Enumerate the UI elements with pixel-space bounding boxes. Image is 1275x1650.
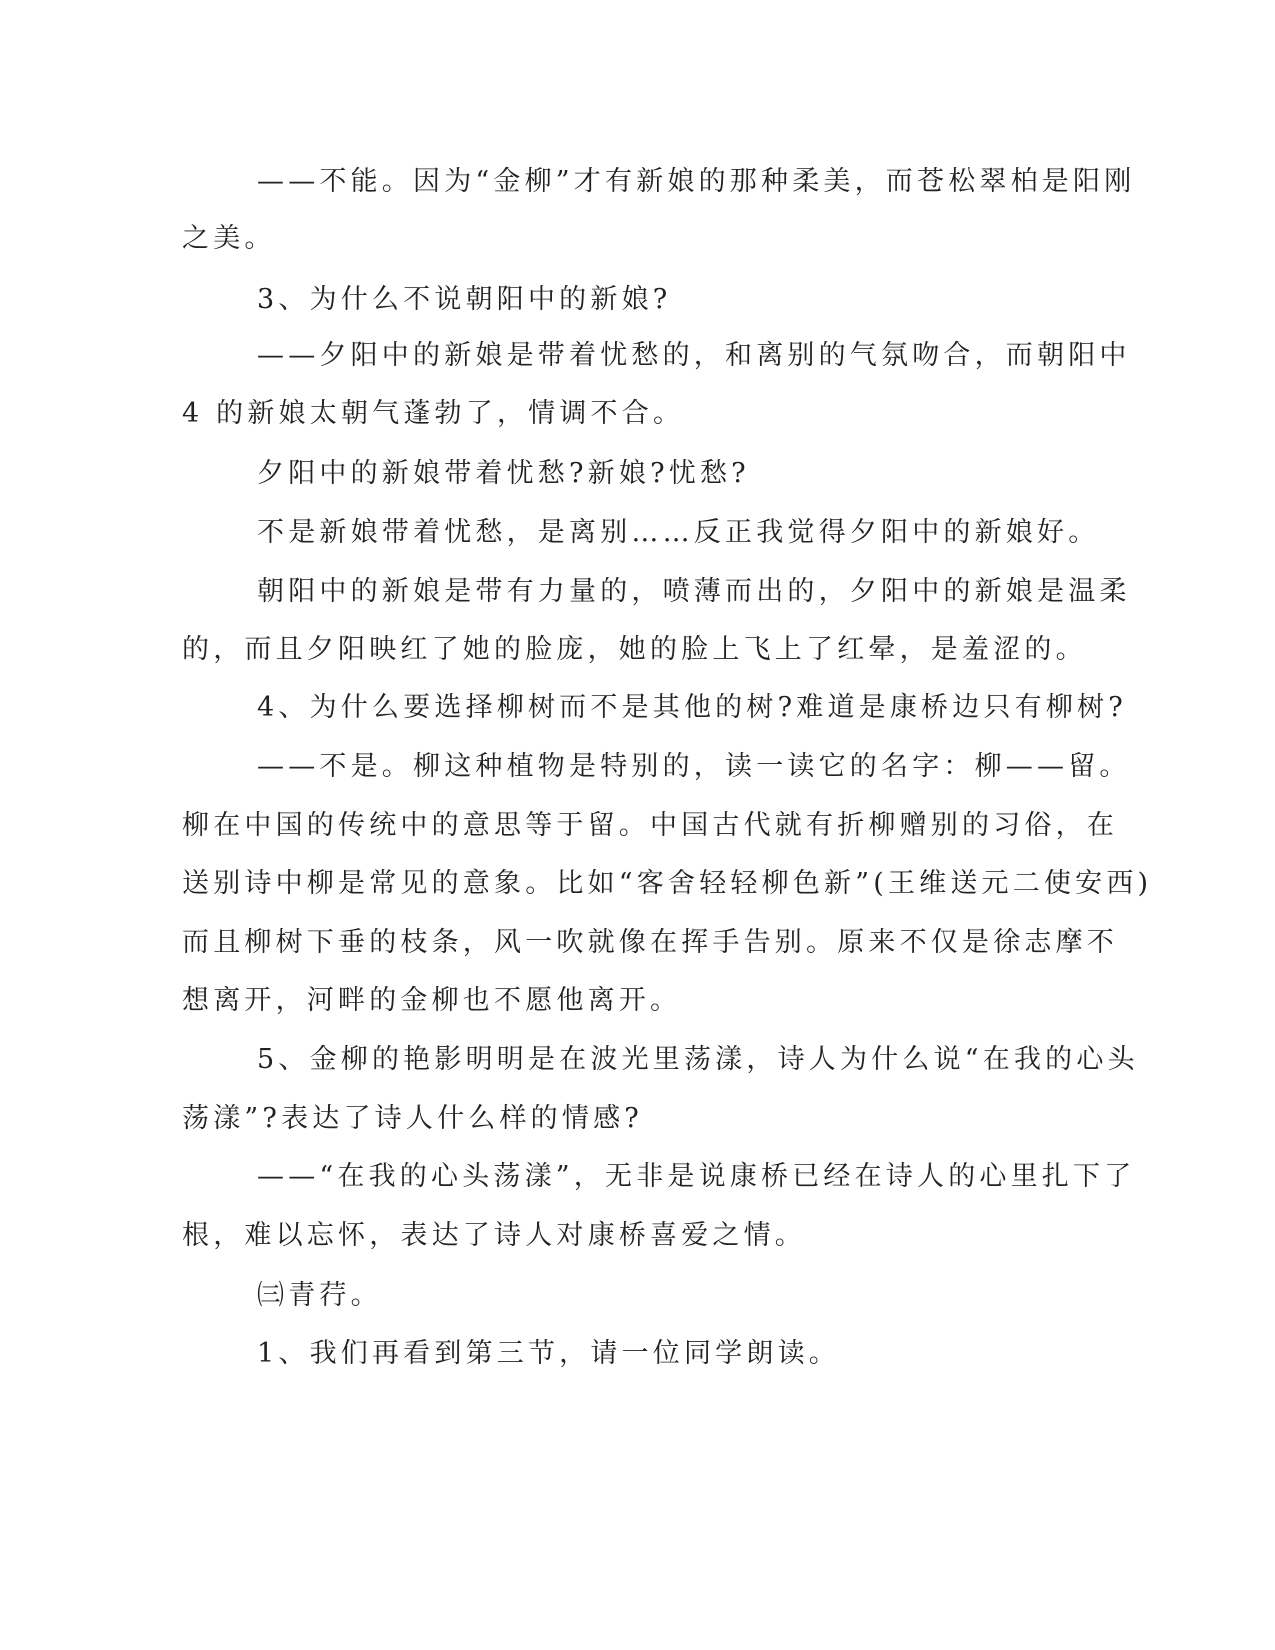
paragraph-line: 夕阳中的新娘带着忧愁?新娘?忧愁?: [257, 458, 750, 489]
paragraph-line: ——不是。柳这种植物是特别的，读一读它的名字：柳——留。: [257, 751, 1131, 782]
paragraph-line: 根，难以忘怀，表达了诗人对康桥喜爱之情。: [182, 1220, 806, 1251]
paragraph-line: 不是新娘带着忧愁，是离别……反正我觉得夕阳中的新娘好。: [257, 517, 1100, 548]
paragraph-line: ——不能。因为“金柳”才有新娘的那种柔美，而苍松翠柏是阳刚: [257, 166, 1136, 197]
question-heading: 4、为什么要选择柳树而不是其他的树?难道是康桥边只有柳树?: [257, 692, 1127, 723]
paragraph-line: 荡漾”?表达了诗人什么样的情感?: [182, 1103, 643, 1134]
question-heading: 1、我们再看到第三节，请一位同学朗读。: [257, 1338, 840, 1369]
paragraph-line: 的，而且夕阳映红了她的脸庞，她的脸上飞上了红晕，是羞涩的。: [182, 634, 1087, 665]
paragraph-line: 朝阳中的新娘是带有力量的，喷薄而出的，夕阳中的新娘是温柔: [257, 576, 1131, 607]
paragraph-line: ——夕阳中的新娘是带着忧愁的，和离别的气氛吻合，而朝阳中: [257, 340, 1131, 371]
paragraph-line: 柳在中国的传统中的意思等于留。中国古代就有折柳赠别的习俗，在: [182, 810, 1118, 841]
paragraph-line: ——“在我的心头荡漾”，无非是说康桥已经在诗人的心里扎下了: [257, 1161, 1136, 1192]
section-heading: ㈢青荇。: [257, 1280, 382, 1311]
paragraph-line: 4 的新娘太朝气蓬勃了，情调不合。: [182, 398, 685, 429]
paragraph-line: 送别诗中柳是常见的意象。比如“客舍轻轻柳色新”(王维送元二使安西): [182, 868, 1153, 899]
paragraph-line: 而且柳树下垂的枝条，风一吹就像在挥手告别。原来不仅是徐志摩不: [182, 927, 1118, 958]
question-heading: 5、金柳的艳影明明是在波光里荡漾，诗人为什么说“在我的心头: [257, 1044, 1139, 1075]
question-heading: 3、为什么不说朝阳中的新娘?: [257, 284, 672, 315]
paragraph-line: 想离开，河畔的金柳也不愿他离开。: [182, 985, 682, 1016]
paragraph-line: 之美。: [182, 223, 276, 254]
